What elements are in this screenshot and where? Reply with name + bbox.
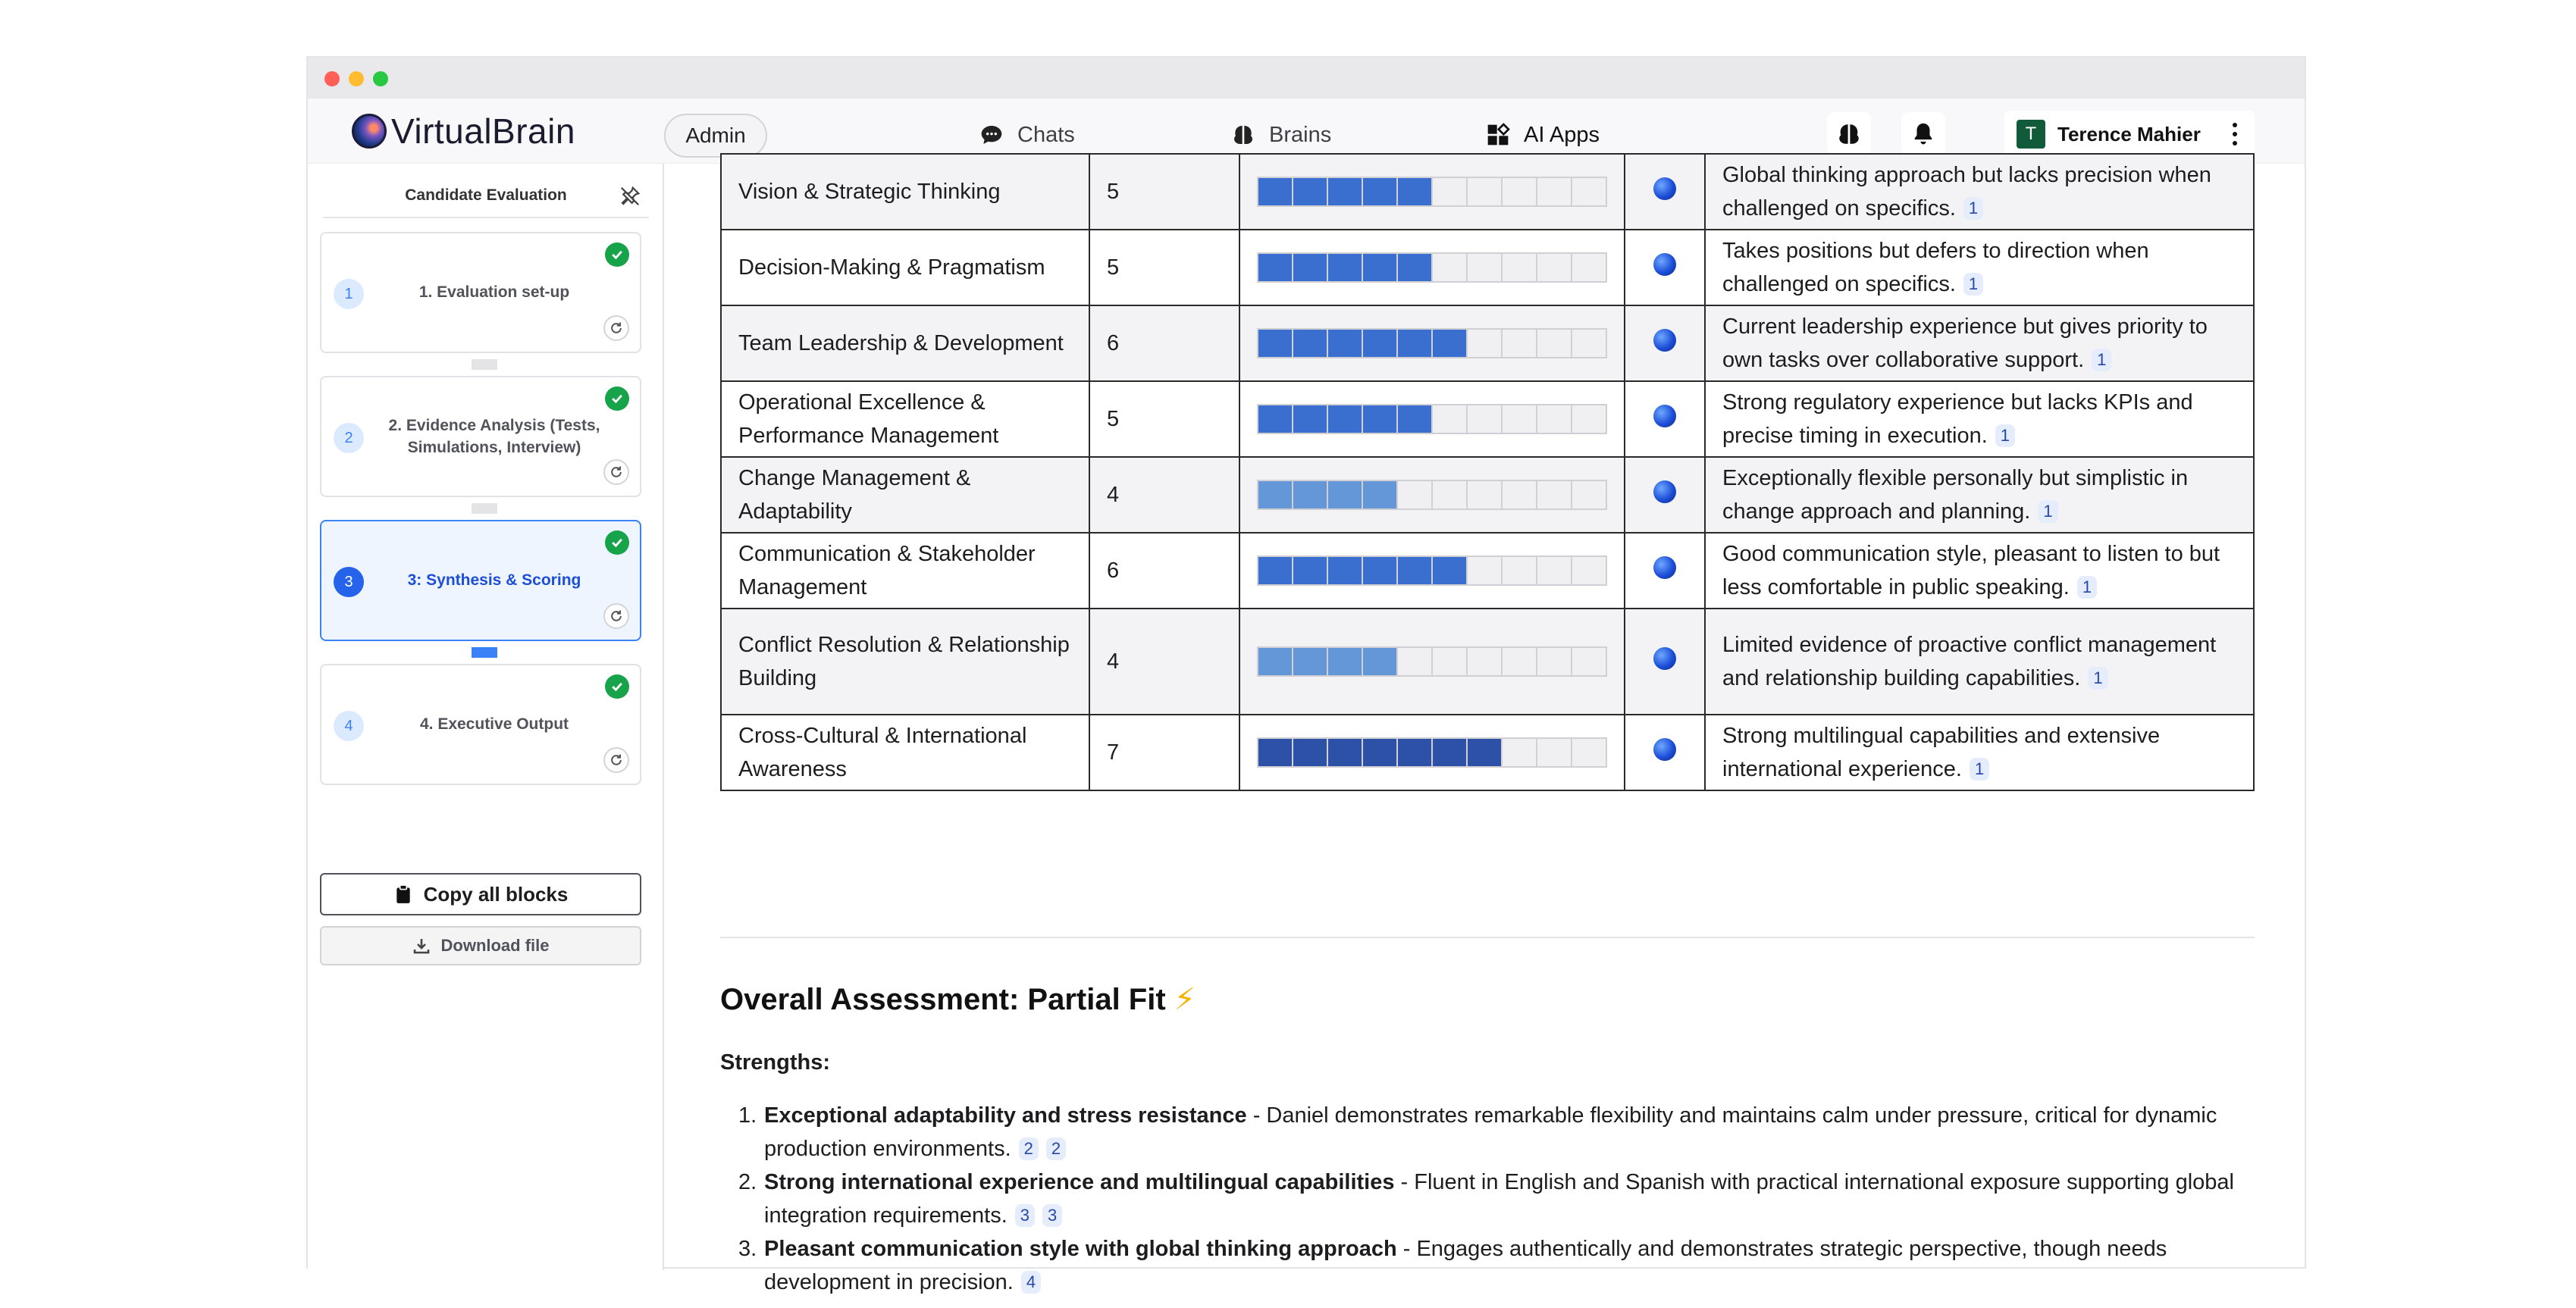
score-bar-segment [1398,405,1433,433]
score-bar-segment [1537,330,1572,357]
score-bar-segment [1468,254,1503,281]
strength-title: Pleasant communication style with global thinking approach [764,1237,1397,1261]
competency-name: Cross-Cultural & International Awareness [721,715,1089,790]
maximize-window-button[interactable] [373,71,388,86]
check-icon [605,674,629,699]
score-bar-segment [1328,254,1363,281]
score-bar-segment [1503,557,1537,584]
tab-ai-apps[interactable] [1486,112,1600,158]
strength-text: - Engages authentically and demonstrates strategic perspective, though needs development in precision. [764,1237,2167,1294]
main-content [664,163,2306,1294]
note-text: Limited evidence of proactive conflict management and relationship building capabilities. [1722,633,2217,690]
list-number: 2. [738,1170,757,1194]
status-dot-icon [1653,647,1676,670]
download-icon [412,937,431,955]
tab-chats-label: Chats [1017,122,1075,147]
note-text: Exceptionally flexible personally but simplistic in change approach and planning. [1722,466,2189,524]
score-bar-segment [1537,178,1572,205]
competency-score: 5 [1089,154,1239,230]
score-bar-segment [1398,178,1433,205]
section-divider [720,937,2255,938]
score-bar-segment [1398,648,1433,675]
score-bar-cell [1239,457,1625,533]
citation-badge[interactable]: 1 [1963,197,1983,220]
download-file-button[interactable] [320,926,641,965]
score-bar-segment [1293,481,1328,508]
table-row [721,715,2254,790]
score-bar-segment [1363,330,1398,357]
competency-name: Operational Excellence & Performance Management [721,381,1089,457]
note-text: Good communication style, pleasant to listen to but less comfortable in public speaking. [1722,542,2220,599]
score-bar [1257,404,1607,434]
score-bar-segment [1363,405,1398,433]
status-cell [1625,533,1705,609]
assessment-title [720,982,1196,1017]
score-bar-segment [1398,254,1433,281]
admin-button[interactable]: Admin [664,114,767,158]
step-label: 1. Evaluation set-up [418,283,570,302]
citation-badge[interactable]: 1 [2077,576,2097,599]
competency-name: Communication & Stakeholder Management [721,533,1089,609]
score-bar-cell [1239,609,1625,715]
strength-text: - Daniel demonstrates remarkable flexibility and maintains calm under pressure, critical for dynamic production environments. [764,1103,2217,1161]
competency-note [1705,533,2254,609]
score-bar-segment [1293,557,1328,584]
score-bar-segment [1572,178,1606,205]
score-bar-segment [1572,481,1606,508]
status-cell [1625,154,1705,230]
status-dot-icon [1653,480,1676,503]
score-bar-segment [1398,739,1433,766]
score-bar-segment [1468,648,1503,675]
competency-name: Team Leadership & Development [721,305,1089,381]
app-window [306,56,2306,1294]
competency-score: 4 [1089,609,1239,715]
competency-name: Conflict Resolution & Relationship Building [721,609,1089,715]
copy-all-blocks-button[interactable] [320,873,641,915]
note-text: Current leadership experience but gives priority to own tasks over collaborative support. [1722,314,2208,372]
score-bar-segment [1293,739,1328,766]
tab-brains-label: Brains [1269,122,1332,147]
status-cell [1625,381,1705,457]
note-text: Strong multilingual capabilities and extensive international experience. [1722,724,2161,781]
reload-icon[interactable] [603,459,629,485]
score-bar [1257,737,1607,768]
strength-text: - Fluent in English and Spanish with practical international exposure supporting global integration requirements. [764,1170,2234,1228]
tab-chats[interactable] [979,112,1075,158]
score-bar-cell [1239,715,1625,790]
score-bar-segment [1258,739,1293,766]
score-bar-segment [1363,557,1398,584]
citation-badge[interactable]: 3 [1042,1204,1062,1227]
competency-note [1705,715,2254,790]
competency-name: Change Management & Adaptability [721,457,1089,533]
score-bar-segment [1328,481,1363,508]
score-bar-segment [1537,739,1572,766]
score-bar-segment [1293,405,1328,433]
close-window-button[interactable] [324,71,340,86]
score-bar-segment [1572,739,1606,766]
note-text: Global thinking approach but lacks precision when challenged on specifics. [1722,163,2211,221]
score-bar-segment [1503,648,1537,675]
score-bar-segment [1258,254,1293,281]
strengths-list [720,1099,2259,1299]
strengths-heading: Strengths: [720,1050,830,1075]
status-cell [1625,715,1705,790]
clipboard-icon [393,884,413,904]
score-bar-segment [1503,330,1537,357]
step-connector [472,503,497,514]
score-bar-segment [1433,178,1468,205]
download-file-label: Download file [440,936,550,955]
avatar: T [2017,120,2045,149]
status-cell [1625,457,1705,533]
table-row [721,533,2254,609]
competency-score: 5 [1089,230,1239,305]
brain-icon [1836,121,1862,147]
step-executive-output[interactable] [320,664,641,785]
list-number: 3. [738,1237,757,1261]
competency-note [1705,230,2254,305]
score-bar-segment [1363,739,1398,766]
step-number: 4 [334,711,364,741]
score-bar-cell [1239,305,1625,381]
score-bar-segment [1293,254,1328,281]
table-row [721,609,2254,715]
competency-note [1705,305,2254,381]
score-bar-segment [1258,557,1293,584]
step-number: 3 [334,567,364,597]
copy-all-blocks-label: Copy all blocks [423,882,569,906]
score-bar-segment [1503,405,1537,433]
citation-badge[interactable]: 1 [1963,273,1983,296]
score-bar-segment [1503,481,1537,508]
score-bar-segment [1537,481,1572,508]
citation-badge[interactable]: 1 [1995,424,2015,447]
score-bar-segment [1258,481,1293,508]
more-options-icon[interactable] [2232,123,2238,146]
score-bar-segment [1328,739,1363,766]
notifications-button[interactable] [1901,112,1945,156]
score-bar-segment [1293,648,1328,675]
check-icon [605,243,629,267]
step-label: 4. Executive Output [419,715,569,734]
score-bar-segment [1503,178,1537,205]
table-row [721,381,2254,457]
status-cell [1625,230,1705,305]
assessment-title-text: Overall Assessment: Partial Fit [720,983,1166,1016]
reload-icon[interactable] [603,315,629,341]
competency-note [1705,154,2254,230]
logo-text: VirtualBrain [391,111,575,151]
competency-score: 7 [1089,715,1239,790]
score-bar-segment [1468,557,1503,584]
competency-score: 5 [1089,381,1239,457]
status-cell [1625,609,1705,715]
score-bar-cell [1239,381,1625,457]
competency-name: Decision-Making & Pragmatism [721,230,1089,305]
score-bar-segment [1468,330,1503,357]
step-evaluation-setup[interactable] [320,232,641,353]
citation-badge[interactable]: 1 [2088,667,2107,690]
status-dot-icon [1653,738,1676,761]
competency-score: 6 [1089,305,1239,381]
step-evidence-analysis[interactable] [320,376,641,497]
citation-badge[interactable]: 2 [1019,1137,1039,1160]
list-item [720,1232,2259,1299]
score-bar-segment [1433,557,1468,584]
score-bar-segment [1363,178,1398,205]
score-bar-segment [1258,405,1293,433]
score-bar-segment [1363,481,1398,508]
bell-icon [1910,121,1936,147]
score-bar-segment [1363,254,1398,281]
score-bar-segment [1572,254,1606,281]
score-bar-segment [1468,739,1503,766]
minimize-window-button[interactable] [349,71,364,86]
citation-badge[interactable]: 1 [2038,500,2057,523]
brain-icon [1231,123,1255,147]
score-bar-segment [1572,648,1606,675]
score-bar-segment [1433,405,1468,433]
user-name: Terence Mahier [2057,122,2201,146]
competency-note [1705,381,2254,457]
score-bar-segment [1398,557,1433,584]
competency-note [1705,609,2254,715]
chat-icon [979,123,1004,147]
status-cell [1625,305,1705,381]
list-number: 1. [738,1103,757,1128]
citation-badge[interactable]: 1 [2092,349,2111,371]
score-bar [1257,480,1607,510]
score-bar-segment [1328,405,1363,433]
reload-icon[interactable] [603,747,629,773]
score-bar-segment [1537,254,1572,281]
tab-brains[interactable] [1231,112,1331,158]
table-row [721,230,2254,305]
note-text: Strong regulatory experience but lacks KPIs and precise timing in execution. [1722,390,2193,448]
strength-title: Exceptional adaptability and stress resistance [764,1103,1247,1128]
reload-icon[interactable] [603,603,629,629]
unpin-icon[interactable] [619,185,641,208]
score-bar-segment [1293,330,1328,357]
score-bar-segment [1503,254,1537,281]
status-dot-icon [1653,329,1676,352]
score-bar-segment [1433,739,1468,766]
step-synthesis-scoring[interactable] [320,520,641,641]
score-bar-segment [1258,648,1293,675]
score-bar-segment [1537,405,1572,433]
logo[interactable] [352,111,575,152]
score-bar-segment [1398,330,1433,357]
score-bar-segment [1537,648,1572,675]
citation-badge[interactable]: 3 [1015,1204,1035,1227]
tab-ai-apps-label: AI Apps [1524,122,1600,147]
scores-table [720,153,2255,791]
score-bar-segment [1572,557,1606,584]
score-bar [1257,177,1607,207]
score-bar-segment [1328,330,1363,357]
score-bar-segment [1258,330,1293,357]
score-bar-segment [1328,648,1363,675]
score-bar-segment [1468,481,1503,508]
competency-note [1705,457,2254,533]
score-bar-segment [1503,739,1537,766]
step-number: 1 [334,279,364,309]
score-bar-segment [1468,178,1503,205]
table-row [721,305,2254,381]
score-bar-cell [1239,533,1625,609]
sidebar [308,164,664,1270]
status-dot-icon [1653,405,1676,427]
score-bar-segment [1293,178,1328,205]
check-icon [605,386,629,411]
score-bar-segment [1433,481,1468,508]
sidebar-title: Candidate Evaluation [405,186,567,204]
step-label: 2. Evidence Analysis (Tests, Simulations, Interview) [388,416,600,456]
brain-button[interactable] [1827,112,1871,156]
score-bar-segment [1537,557,1572,584]
score-bar-segment [1468,405,1503,433]
score-bar-segment [1433,254,1468,281]
step-label: 3: Synthesis & Scoring [407,571,581,590]
window-titlebar [308,58,2305,99]
score-bar-segment [1328,178,1363,205]
citation-badge[interactable]: 1 [1970,758,1989,781]
score-bar [1257,252,1607,283]
score-bar-segment [1258,178,1293,205]
competency-score: 6 [1089,533,1239,609]
citation-badge[interactable]: 4 [1021,1271,1041,1294]
score-bar [1257,328,1607,358]
score-bar-segment [1433,330,1468,357]
score-bar-segment [1363,648,1398,675]
check-icon [605,530,629,555]
competency-name: Vision & Strategic Thinking [721,154,1089,230]
table-row [721,154,2254,230]
score-bar [1257,646,1607,677]
score-bar-segment [1328,557,1363,584]
sidebar-header [323,177,649,218]
list-item [720,1166,2259,1232]
score-bar-segment [1433,648,1468,675]
note-text: Takes positions but defers to direction when challenged on specifics. [1722,239,2149,296]
step-connector [472,647,497,658]
score-bar-segment [1572,330,1606,357]
score-bar-segment [1572,405,1606,433]
citation-badge[interactable]: 2 [1046,1137,1066,1160]
score-bar-cell [1239,230,1625,305]
score-bar [1257,555,1607,586]
apps-icon [1486,123,1510,147]
list-item [720,1099,2259,1166]
table-row [721,457,2254,533]
competency-score: 4 [1089,457,1239,533]
lightning-icon: ⚡ [1174,983,1196,1016]
strength-title: Strong international experience and multilingual capabilities [764,1170,1395,1194]
step-number: 2 [334,423,364,453]
step-connector [472,359,497,370]
logo-icon [352,114,387,149]
score-bar-cell [1239,154,1625,230]
status-dot-icon [1653,177,1676,200]
score-bar-segment [1398,481,1433,508]
user-menu[interactable] [2004,111,2255,158]
status-dot-icon [1653,253,1676,276]
status-dot-icon [1653,556,1676,579]
